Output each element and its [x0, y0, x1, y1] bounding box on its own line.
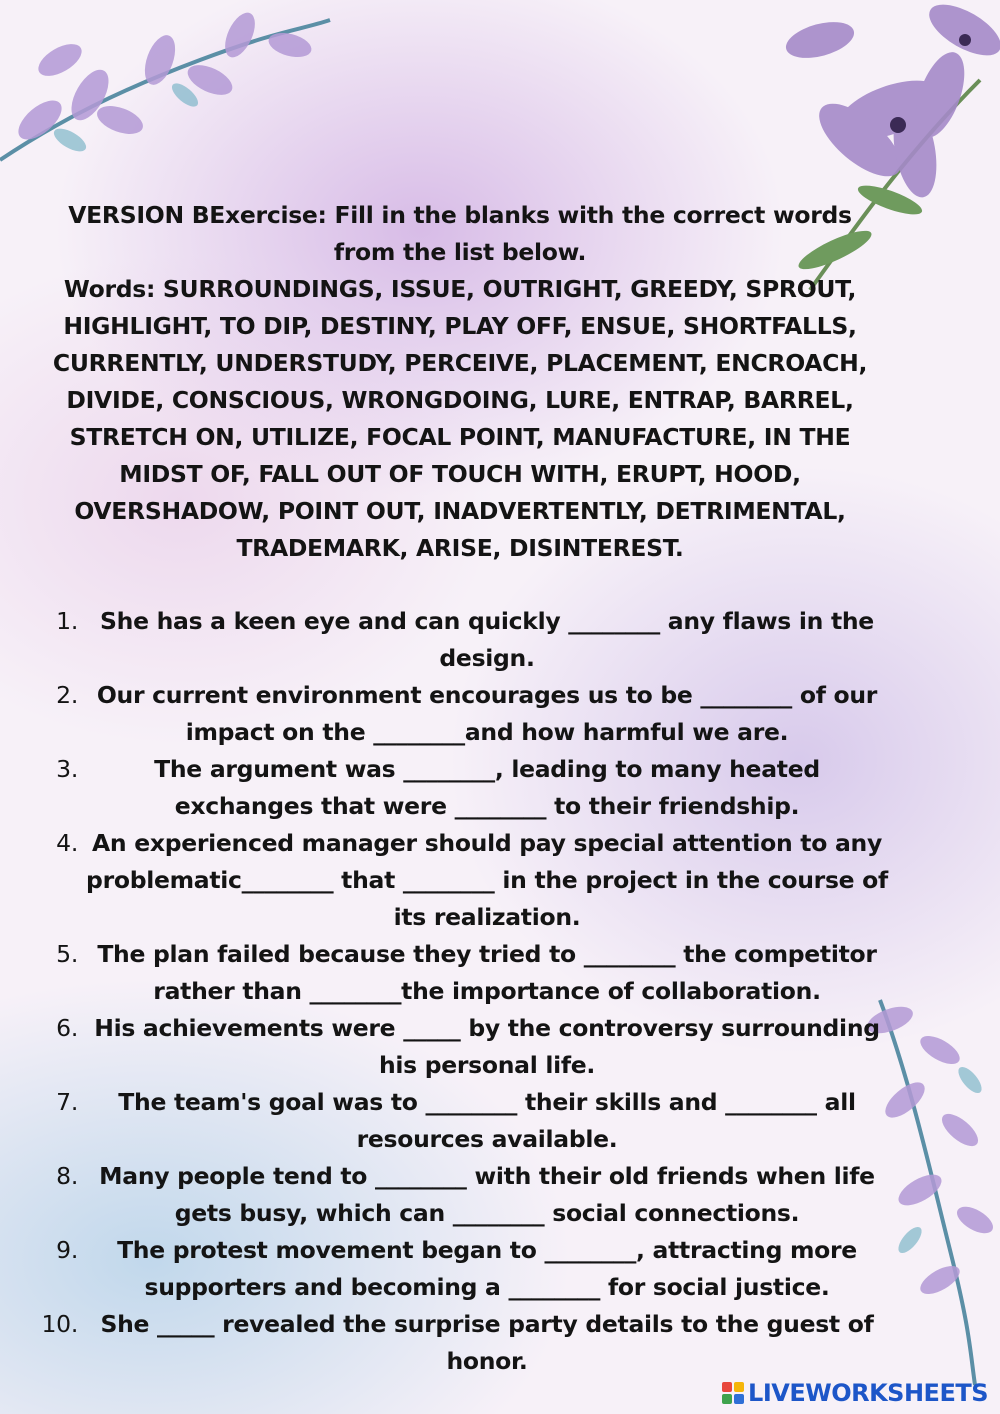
question-item [40, 603, 890, 677]
question-item [40, 677, 890, 751]
question-number: 7. [56, 1088, 78, 1116]
question-item [40, 1010, 890, 1084]
question-text: She has a keen eye and can quickly ________ any flaws in the design. [100, 607, 874, 672]
question-number: 4. [56, 829, 78, 857]
question-text: Our current environment encourages us to be ________ of our impact on the ________and how harmful we are. [96, 681, 878, 746]
question-item [40, 1232, 890, 1306]
question-text: The protest movement began to ________, attracting more supporters and becoming a ________ for social justice. [117, 1236, 857, 1301]
question-item [40, 936, 890, 1010]
liveworksheets-logo-text: LIVEWORKSHEETS [748, 1379, 988, 1407]
question-text: The argument was ________, leading to many heated exchanges that were ________ to their friendship. [154, 755, 820, 820]
instructions-title: VERSION BExercise: Fill in the blanks with the correct words from the list below. [68, 201, 852, 266]
liveworksheets-logo-icon [722, 1382, 744, 1404]
question-text: She _____ revealed the surprise party details to the guest of honor. [100, 1310, 874, 1375]
question-list [40, 603, 890, 1380]
question-number: 1. [56, 607, 78, 635]
question-item [40, 1084, 890, 1158]
question-text: The plan failed because they tried to ________ the competitor rather than ________the importance of collaboration. [97, 940, 877, 1005]
question-number: 3. [56, 755, 78, 783]
logo-square-blue [734, 1394, 744, 1404]
question-number: 5. [56, 940, 78, 968]
question-number: 6. [56, 1014, 78, 1042]
liveworksheets-logo[interactable] [722, 1378, 988, 1408]
question-text: His achievements were _____ by the controversy surrounding his personal life. [94, 1014, 880, 1079]
question-text: Many people tend to ________ with their old friends when life gets busy, which can ________ social connections. [99, 1162, 875, 1227]
logo-square-red [722, 1382, 732, 1392]
question-text: An experienced manager should pay special attention to any problematic________ that ________ in the project in the course of its realization. [86, 829, 888, 931]
logo-square-yellow [734, 1382, 744, 1392]
question-number: 8. [56, 1162, 78, 1190]
question-text: The team's goal was to ________ their skills and ________ all resources available. [118, 1088, 856, 1153]
logo-square-green [722, 1394, 732, 1404]
question-number: 2. [56, 681, 78, 709]
question-item [40, 751, 890, 825]
question-item [40, 1306, 890, 1380]
question-item [40, 825, 890, 936]
word-list: Words: SURROUNDINGS, ISSUE, OUTRIGHT, GREEDY, SPROUT, HIGHLIGHT, TO DIP, DESTINY, PLAY OFF, ENSUE, SHORTFALLS, CURRENTLY, UNDERSTUDY, PERCEIVE, PLACEMENT, ENCROACH, DIVIDE, CONSCIOUS, WRONGDOING, LURE, ENTRAP, BARREL, STRETCH ON, UTILIZE, FOCAL POINT, MANUFACTURE, IN THE MIDST OF, FALL OUT OF TOUCH WITH, ERUPT, HOOD, OVERSHADOW, POINT OUT, INADVERTENTLY, DETRIMENTAL, TRADEMARK, ARISE, DISINTEREST. [52, 275, 868, 562]
question-number: 10. [41, 1310, 78, 1338]
instructions-block [40, 197, 880, 567]
question-number: 9. [56, 1236, 78, 1264]
question-item [40, 1158, 890, 1232]
